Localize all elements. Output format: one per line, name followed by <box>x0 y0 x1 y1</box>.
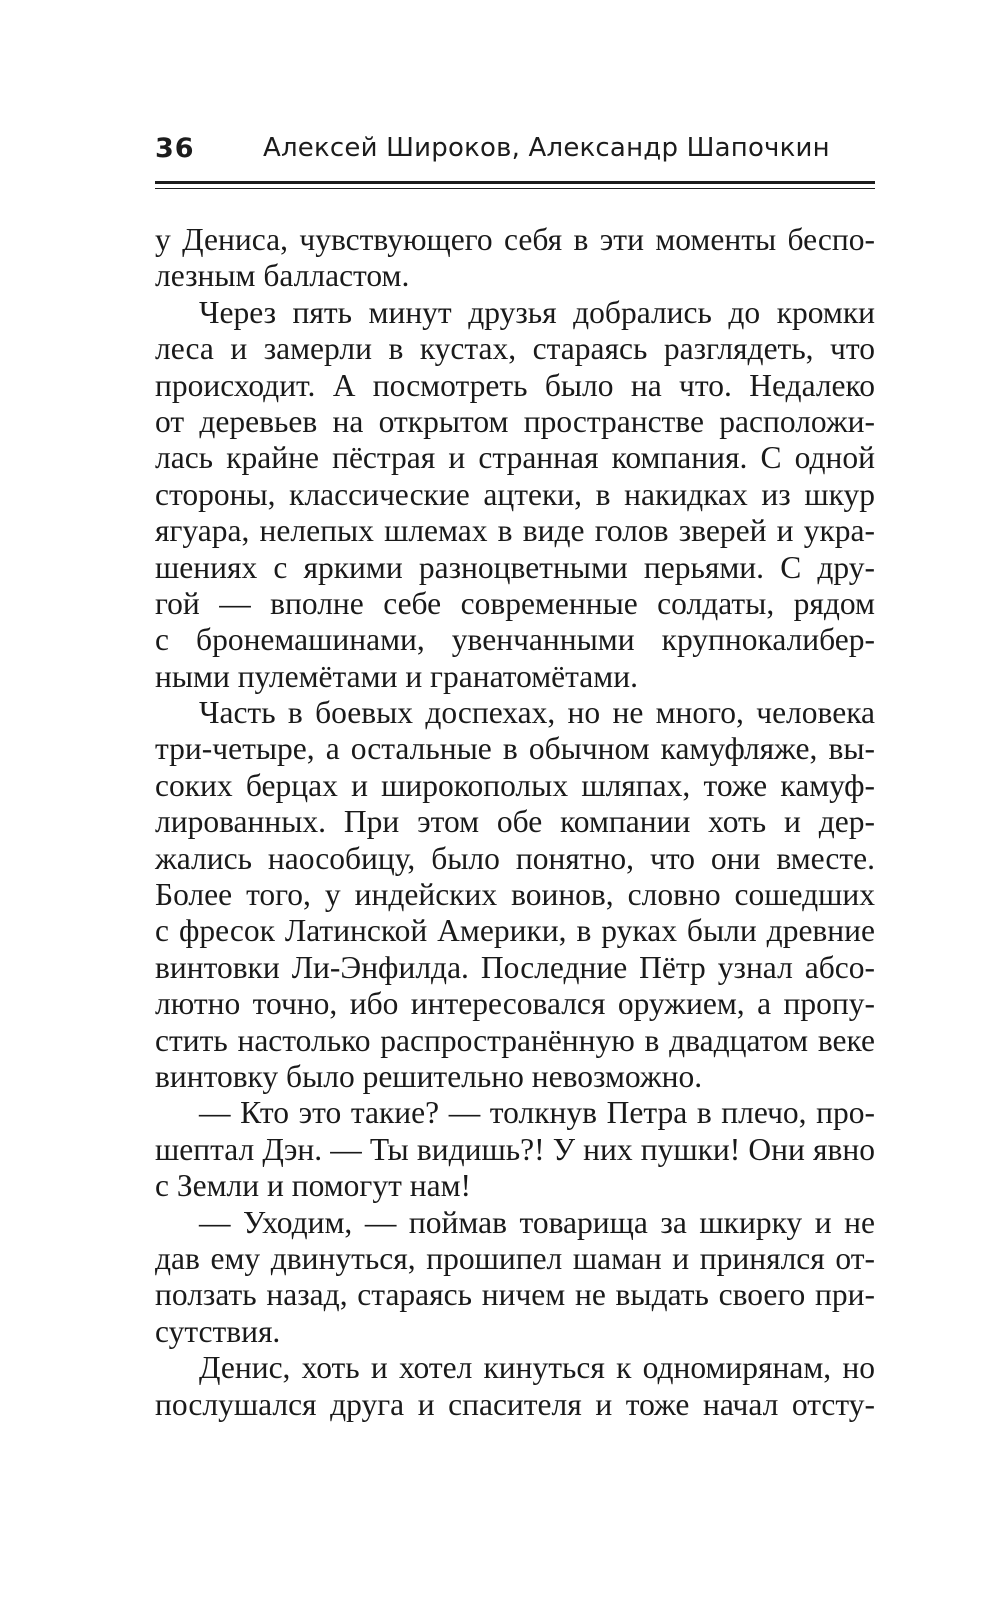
text-line: от деревьев на открытом пространстве расположи- <box>155 403 875 439</box>
text-line: с бронемашинами, увенчанными крупнокалибер- <box>155 622 875 658</box>
running-head-authors: Алексей Широков, Александр Шапочкин <box>263 133 830 163</box>
text-line: — Уходим, — поймав товарища за шкирку и не <box>199 1204 875 1240</box>
text-line: дав ему двинуться, прошипел шаман и принялся от- <box>155 1240 875 1276</box>
text-line: с Земли и помогут нам! <box>155 1168 471 1204</box>
text-line: Часть в боевых доспехах, но не много, человека <box>199 695 875 731</box>
text-line: лютно точно, ибо интересовался оружием, а пропу- <box>155 986 875 1022</box>
page-number: 36 <box>155 133 195 164</box>
text-line: стороны, классические ацтеки, в накидках из шкур <box>155 476 875 512</box>
text-line: — Кто это такие? — толкнув Петра в плечо, про- <box>199 1095 875 1131</box>
text-line: три-четыре, а остальные в обычном камуфляже, вы- <box>155 731 875 767</box>
text-line: ягуара, нелепых шлемах в виде голов зверей и укра- <box>155 513 875 549</box>
text-line: гой — вполне себе современные солдаты, рядом <box>155 585 875 621</box>
text-line: жались наособицу, было понятно, что они вместе. <box>155 840 875 876</box>
text-line: шениях с яркими разноцветными перьями. С дру- <box>155 549 875 585</box>
header-rule-thin <box>155 188 875 189</box>
text-line: у Дениса, чувствующего себя в эти моменты беспо- <box>155 222 875 257</box>
text-line: Более того, у индейских воинов, словно сошедших <box>155 877 875 913</box>
text-line: ползать назад, стараясь ничем не выдать своего при- <box>155 1277 875 1313</box>
page-header <box>155 131 875 171</box>
text-line: происходит. А посмотреть было на что. Недалеко <box>155 367 875 403</box>
text-line: Денис, хоть и хотел кинуться к одномирянам, но <box>199 1350 875 1386</box>
body-text <box>155 222 875 1423</box>
text-line: шептал Дэн. — Ты видишь?! У них пушки! Они явно <box>155 1131 875 1167</box>
text-line: соких берцах и широкополых шляпах, тоже камуф- <box>155 767 875 803</box>
text-line: ными пулемётами и гранатомётами. <box>155 658 638 694</box>
text-line: леса и замерли в кустах, стараясь разглядеть, что <box>155 331 875 367</box>
text-line: лированных. При этом обе компании хоть и дер- <box>155 804 875 840</box>
text-line: стить настолько распространённую в двадцатом веке <box>155 1022 875 1058</box>
text-line: лась крайне пёстрая и странная компания. С одной <box>155 440 875 476</box>
text-line: винтовку было решительно невозможно. <box>155 1058 703 1094</box>
text-line: лезным балластом. <box>155 258 410 294</box>
text-line: с фресок Латинской Америки, в руках были древние <box>155 913 875 949</box>
text-line: послушался друга и спасителя и тоже начал отсту- <box>155 1386 875 1422</box>
text-line: Через пять минут друзья добрались до кромки <box>199 294 875 330</box>
header-rule-thick <box>155 181 875 184</box>
text-line: сутствия. <box>155 1313 281 1349</box>
text-line: винтовки Ли-Энфилда. Последние Пётр узнал абсо- <box>155 949 875 985</box>
